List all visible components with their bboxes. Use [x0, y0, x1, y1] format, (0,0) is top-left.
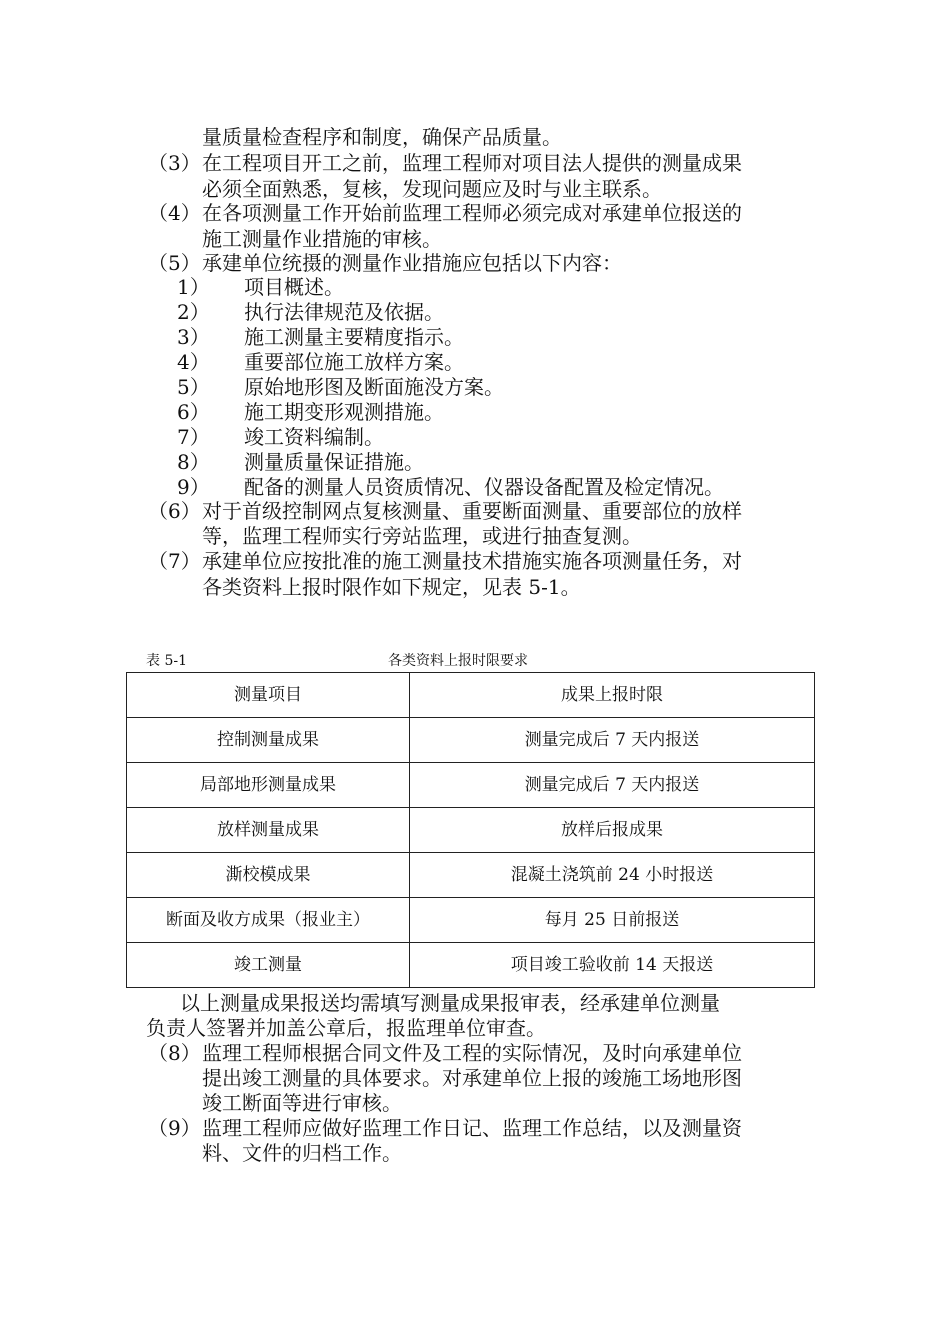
- table-title: 各类资料上报时限要求: [388, 653, 528, 669]
- report-deadline-table: [126, 672, 815, 988]
- table-cell: 混凝土浇筑前 24 小时报送: [410, 853, 815, 898]
- table-cell: 局部地形测量成果: [127, 763, 410, 808]
- paragraph-line: 施工测量作业措施的审核。: [202, 227, 442, 251]
- header-cell: 测量项目: [127, 673, 410, 718]
- sub-item-text: 测量质量保证措施。: [244, 450, 424, 474]
- paragraph-line: 在工程项目开工之前，监理工程师对项目法人提供的测量成果: [202, 151, 742, 175]
- paragraph-line: 竣工断面等进行审核。: [202, 1091, 402, 1115]
- table-cell: 放样后报成果: [410, 808, 815, 853]
- sub-item-text: 施工测量主要精度指示。: [244, 325, 464, 349]
- item-number: （5）: [148, 251, 201, 275]
- item-number: （3）: [148, 151, 201, 175]
- sub-item-number: 7）: [177, 425, 210, 449]
- item-number: （4）: [148, 201, 201, 225]
- table-cell: 测量完成后 7 天内报送: [410, 718, 815, 763]
- table-cell: 测量完成后 7 天内报送: [410, 763, 815, 808]
- paragraph-line: 负责人签署并加盖公章后，报监理单位审查。: [146, 1016, 546, 1040]
- paragraph-line: 提出竣工测量的具体要求。对承建单位上报的竣施工场地形图: [202, 1066, 742, 1090]
- sub-item-text: 配备的测量人员资质情况、仪器设备配置及检定情况。: [244, 475, 724, 499]
- table-row: [127, 943, 815, 988]
- sub-item-number: 6）: [177, 400, 210, 424]
- table-row: [127, 763, 815, 808]
- table-row: [127, 898, 815, 943]
- sub-item-text: 施工期变形观测措施。: [244, 400, 444, 424]
- table-cell: 每月 25 日前报送: [410, 898, 815, 943]
- paragraph-line: 量质量检查程序和制度，确保产品质量。: [202, 125, 562, 149]
- paragraph-line: 在各项测量工作开始前监理工程师必须完成对承建单位报送的: [202, 201, 742, 225]
- paragraph-line: 必须全面熟悉，复核，发现问题应及时与业主联系。: [202, 177, 662, 201]
- table-row: [127, 718, 815, 763]
- table-label: 表 5-1: [146, 653, 187, 669]
- sub-item-number: 4）: [177, 350, 210, 374]
- sub-item-text: 原始地形图及断面施没方案。: [244, 375, 504, 399]
- paragraph-line: 以上测量成果报送均需填写测量成果报审表，经承建单位测量: [180, 991, 720, 1015]
- header-cell: 成果上报时限: [410, 673, 815, 718]
- sub-item-text: 竣工资料编制。: [244, 425, 384, 449]
- sub-item-text: 重要部位施工放样方案。: [244, 350, 464, 374]
- table-cell: 澌校模成果: [127, 853, 410, 898]
- item-number: （7）: [148, 549, 201, 573]
- paragraph-line: 监理工程师根据合同文件及工程的实际情况，及时向承建单位: [202, 1041, 742, 1065]
- paragraph-line: 等，监理工程师实行旁站监理，或进行抽查复测。: [202, 524, 642, 548]
- table-cell: 竣工测量: [127, 943, 410, 988]
- table-cell: 控制测量成果: [127, 718, 410, 763]
- sub-item-number: 3）: [177, 325, 210, 349]
- table-cell: 断面及收方成果（报业主）: [127, 898, 410, 943]
- table-header-row: [127, 673, 815, 718]
- paragraph-line: 料、文件的归档工作。: [202, 1141, 402, 1165]
- sub-item-number: 2）: [177, 300, 210, 324]
- sub-item-text: 执行法律规范及依据。: [244, 300, 444, 324]
- table-cell: 项目竣工验收前 14 天报送: [410, 943, 815, 988]
- sub-item-number: 8）: [177, 450, 210, 474]
- sub-item-number: 5）: [177, 375, 210, 399]
- item-number: （6）: [148, 499, 201, 523]
- sub-item-number: 1）: [177, 275, 210, 299]
- sub-item-text: 项目概述。: [244, 275, 344, 299]
- paragraph-line: 对于首级控制网点复核测量、重要断面测量、重要部位的放样: [202, 499, 742, 523]
- item-number: （9）: [148, 1116, 201, 1140]
- paragraph-line: 承建单位应按批准的施工测量技术措施实施各项测量任务，对: [202, 549, 742, 573]
- paragraph-line: 监理工程师应做好监理工作日记、监理工作总结，以及测量资: [202, 1116, 742, 1140]
- item-number: （8）: [148, 1041, 201, 1065]
- table-cell: 放样测量成果: [127, 808, 410, 853]
- sub-item-number: 9）: [177, 475, 210, 499]
- table-row: [127, 808, 815, 853]
- paragraph-line: 承建单位统摄的测量作业措施应包括以下内容：: [202, 251, 622, 275]
- table-row: [127, 853, 815, 898]
- paragraph-line: 各类资料上报时限作如下规定，见表 5-1。: [202, 575, 581, 599]
